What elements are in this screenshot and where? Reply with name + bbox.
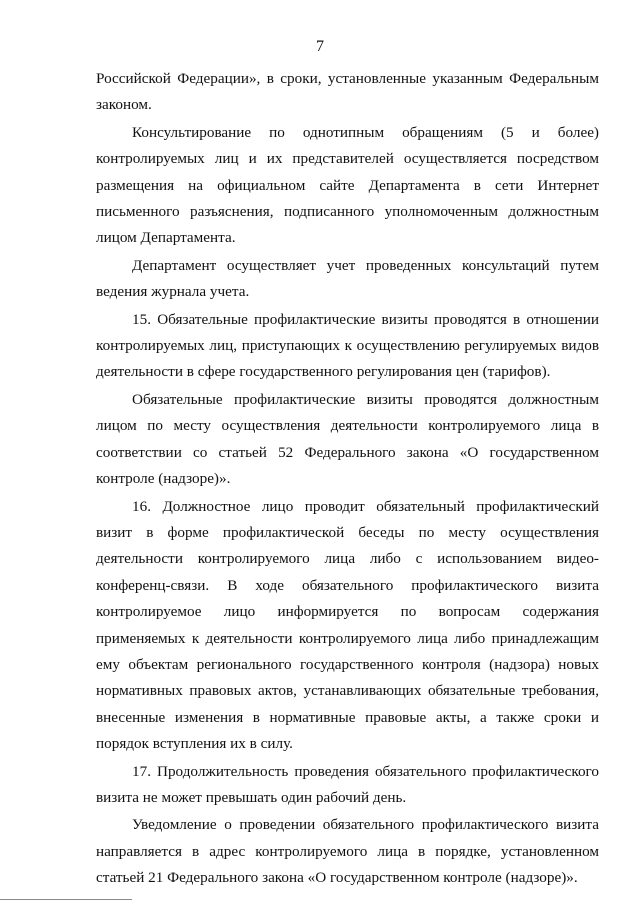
footer-divider xyxy=(0,899,132,900)
paragraph-consultation-log: Департамент осуществляет учет проведенных консультаций путем ведения журнала учета. xyxy=(96,256,599,301)
page-number: 7 xyxy=(316,38,324,55)
document-body xyxy=(96,66,599,893)
paragraph-item-15: 15. Обязательные профилактические визиты проводятся в отношении контролируемых лиц, приступающих к осуществлению регулируемых видов деятельности в сфере государственного регулирования цен (тарифов). xyxy=(96,310,599,381)
paragraph-visit-place: Обязательные профилактические визиты проводятся должностным лицом по месту осуществления деятельности контролируемого лица в соответствии со статьей 52 Федерального закона «О государственном контроле (надзоре)». xyxy=(96,390,599,488)
paragraph-continuation: Российской Федерации», в сроки, установленные указанным Федеральным законом. xyxy=(96,70,599,114)
paragraph-consulting: Консультирование по однотипным обращениям (5 и более) контролируемых лиц и их представителей осуществляется посредством размещения на официальном сайте Департамента в сети Интернет письменного разъяснения, подписанного уполномоченным должностным лицом Департамента. xyxy=(96,123,599,247)
paragraph-item-16: 16. Должностное лицо проводит обязательный профилактический визит в форме профилактической беседы по месту осуществления деятельности контролируемого лица либо с использованием видео-конференц-связи. В ходе обязательного профилактического визита контролируемое лицо информируется по вопросам содержания применяемых к деятельности контролируемого лица либо принадлежащим ему объектам регионального государственного контроля (надзора) новых нормативных правовых актов, устанавливающих обязательные требования, внесенные изменения в нормативные правовые акты, а также сроки и порядок вступления их в силу. xyxy=(96,497,599,753)
paragraph-notification: Уведомление о проведении обязательного профилактического визита направляется в адрес контролируемого лица в порядке, установленном статьей 21 Федерального закона «О государственном контроле (надзоре)». xyxy=(96,816,599,887)
paragraph-item-17: 17. Продолжительность проведения обязательного профилактического визита не может превышать один рабочий день. xyxy=(96,762,599,806)
